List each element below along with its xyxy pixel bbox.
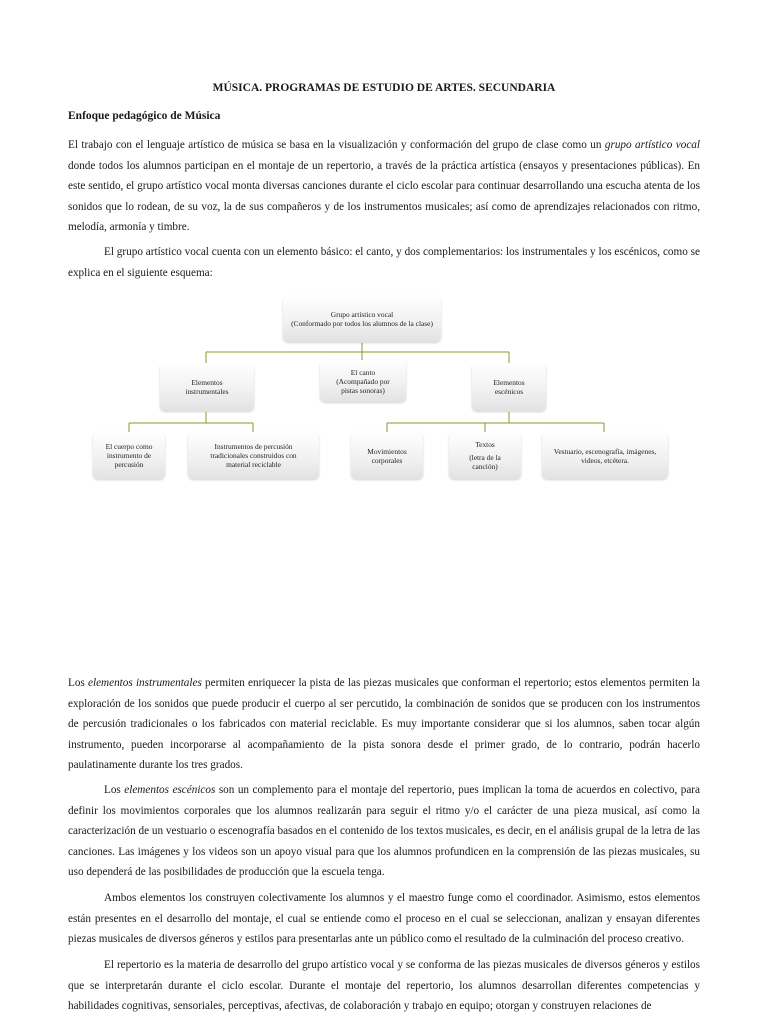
root-sublabel: (Conformado por todos los alumnos de la clase): [291, 319, 433, 328]
diagram-node-escenicos: [472, 363, 546, 411]
paragraph-escenicos: [68, 780, 700, 883]
intro-text-a: El trabajo con el lenguaje artístico de música se basa en la visualización y conformación del grupo de clase como un: [68, 139, 605, 151]
canto-label: El canto: [350, 367, 376, 377]
intro-emphasis: grupo artístico vocal: [604, 139, 700, 151]
diagram-node-cuerpo: [93, 432, 165, 479]
instr-text-a: Los: [68, 677, 88, 689]
root-label: Grupo artístico vocal: [330, 310, 394, 319]
instr-emphasis: elementos instrumentales: [88, 677, 202, 689]
section-heading: Enfoque pedagógico de Música: [68, 110, 221, 122]
paragraph-instrumentales: [68, 673, 700, 776]
instrumentos-label: Instrumentos de percusión tradicionales construidos con material reciclable: [210, 442, 297, 469]
escenicos-label: Elementos escénicos: [493, 378, 525, 396]
diagram-node-textos: [449, 432, 521, 479]
esc-text-b: son un complemento para el montaje del repertorio, pues implican la toma de acuerdos en colectivo, para definir los movimientos corporales que los alumnos realizarán para seguir el ritmo y/o el carácter de una pieza musical, así como la caracterización de un vestuario o escenografía basados en el contenido de los textos musicales, es decir, en el análisis grupal de la letra de las canciones. Las imágenes y los videos son un apoyo visual para que los alumnos profundicen en la comprensión de las piezas musicales, su uso dependerá de las posibilidades de producción que la escuela tenga.: [68, 784, 700, 878]
paragraph-ambos: Ambos elementos los construyen colectivamente los alumnos y el maestro funge como el coordinador. Asimismo, estos elementos están presentes en el desarrollo del montaje, el cual se entiende como el proceso en el cual se seleccionan, analizan y ensayan diferentes piezas musicales de diversos géneros y estilos para presentarlas ante un público como el resultado de la culminación del proceso creativo.: [68, 892, 700, 945]
diagram-node-movimientos: [351, 432, 423, 479]
cuerpo-label: El cuerpo como instrumento de percusión: [105, 442, 153, 469]
textos-sublabel: (letra de la canción): [469, 453, 501, 471]
diagram-node-instrumentales: [160, 363, 254, 411]
diagram-connectors: [0, 0, 768, 500]
paragraph-scheme-intro: El grupo artístico vocal cuenta con un elemento básico: el canto, y dos complementarios: los instrumentales y los escénicos, como se explica en el siguiente esquema:: [68, 246, 700, 279]
intro-text-b: donde todos los alumnos participan en el montaje de un repertorio, a través de la práctica artística (ensayos y presentaciones públicas). En este sentido, el grupo artístico vocal monta diversas canciones durante el ciclo escolar para continuar desarrollando una escucha atenta de los sonidos que lo rodean, de su voz, la de sus compañeros y de los instrumentos musicales; así como de aprendizajes relacionados con ritmo, melodía, armonía y timbre.: [68, 159, 700, 233]
diagram-node-instrumentos: [188, 432, 319, 479]
esc-text-a: Los: [104, 784, 125, 796]
paragraph-repertorio: El repertorio es la materia de desarrollo del grupo artístico vocal y se conforma de las piezas musicales de diversos géneros y estilos que se interpretarán durante el ciclo escolar. Durante el montaje del repertorio, los alumnos desarrollan diferentes competencias y habilidades cognitivas, sensoriales, perceptivas, afectivas, de colaboración y trabajo en equipo; otorgan y construyen relaciones de: [68, 959, 700, 1012]
diagram-node-vestuario: [542, 432, 668, 479]
diagram-node-canto: [320, 360, 406, 402]
esc-emphasis: elementos escénicos: [124, 784, 216, 796]
instrumentales-label: Elementos instrumentales: [185, 378, 229, 396]
movimientos-label: Movimientos corporales: [367, 446, 407, 465]
page-title: MÚSICA. PROGRAMAS DE ESTUDIO DE ARTES. SECUNDARIA: [212, 82, 556, 94]
canto-sublabel: (Acompañado por pistas sonoras): [336, 376, 390, 395]
diagram-root-node: [283, 296, 441, 342]
textos-label: Textos: [475, 440, 495, 449]
instr-text-b: permiten enriquecer la pista de las piezas musicales que conforman el repertorio; estos elementos permiten la exploración de los sonidos que puede producir el cuerpo al ser percutido, la combinación de sonidos que se producen con los instrumentos de percusión tradicionales o los fabricados con material reciclable. Es muy importante considerar que si los alumnos, saben tocar algún instrumento, pueden incorporarse al acompañamiento de la pista sonora desde el primer grado, de lo contrario, podrán hacerlo paulatinamente durante los tres grados.: [68, 677, 700, 771]
vestuario-label: Vestuario, escenografía, imágenes, videos, etcétera.: [553, 446, 657, 465]
